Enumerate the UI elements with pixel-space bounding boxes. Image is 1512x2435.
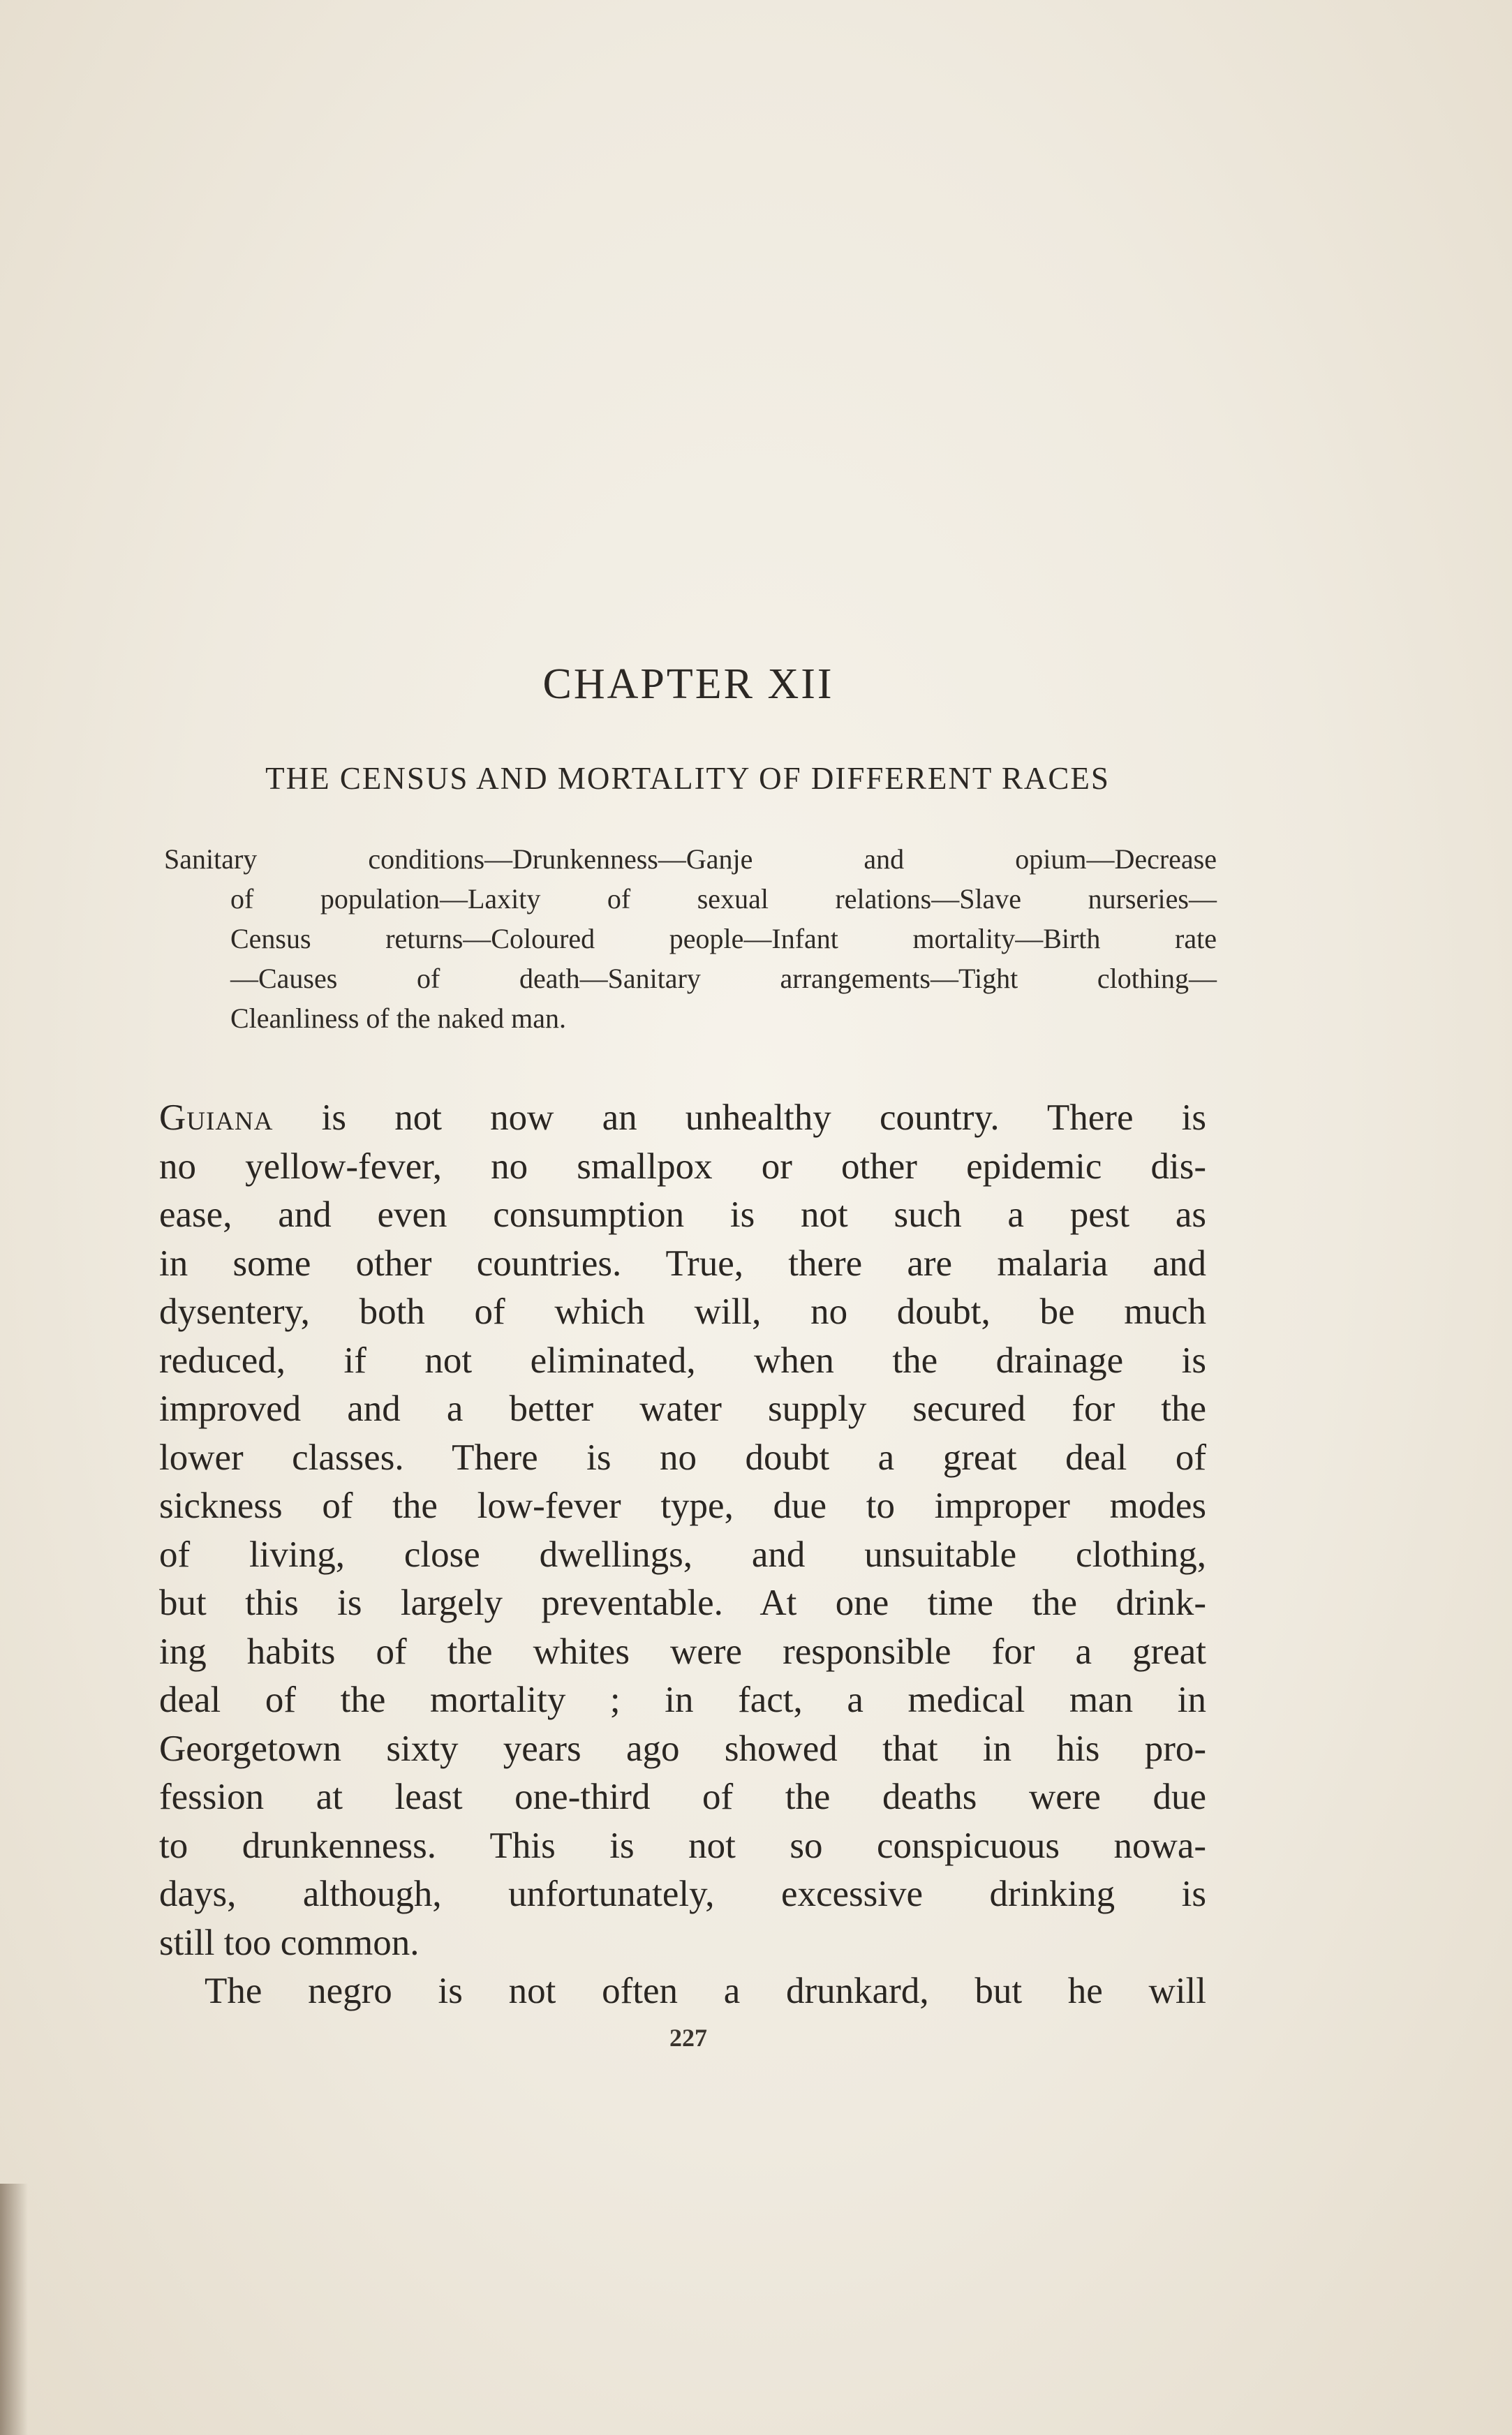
chapter-subtitle: THE CENSUS AND MORTALITY OF DIFFERENT RACES bbox=[265, 761, 1110, 796]
body-line: sickness of the low-fever type, due to improper modes bbox=[159, 1486, 1206, 1526]
body-line: of living, close dwellings, and unsuitable clothing, bbox=[159, 1534, 1206, 1575]
body-line: dysentery, both of which will, no doubt, be much bbox=[159, 1291, 1206, 1332]
body-line: ease, and even consumption is not such a pest as bbox=[159, 1194, 1206, 1235]
body-line: improved and a better water supply secured for the bbox=[159, 1389, 1206, 1429]
page-edge-shadow bbox=[0, 2184, 28, 2435]
body-line: in some other countries. True, there are malaria and bbox=[159, 1243, 1206, 1284]
body-text bbox=[159, 1094, 1206, 2016]
body-line: still too common. bbox=[159, 1922, 420, 1963]
page-number: 227 bbox=[669, 2024, 707, 2052]
body-line: but this is largely preventable. At one time the drink- bbox=[159, 1583, 1206, 1623]
synopsis-line: —Causes of death—Sanitary arrangements—Tight clothing— bbox=[230, 963, 1217, 994]
body-line: to drunkenness. This is not so conspicuous nowa- bbox=[159, 1825, 1206, 1866]
synopsis-line: Census returns—Coloured people—Infant mortality—Birth rate bbox=[230, 923, 1217, 954]
synopsis-line: Cleanliness of the naked man. bbox=[230, 1002, 566, 1034]
opening-word: Guiana bbox=[159, 1097, 274, 1138]
body-line: fession at least one-third of the deaths were due bbox=[159, 1777, 1206, 1817]
body-line-text: is not now an unhealthy country. There is bbox=[273, 1097, 1206, 1138]
body-line bbox=[159, 1094, 1206, 1143]
body-line: no yellow-fever, no smallpox or other epidemic dis- bbox=[159, 1146, 1206, 1187]
body-line: ing habits of the whites were responsible for a great bbox=[159, 1631, 1206, 1672]
synopsis-line: Sanitary conditions—Drunkenness—Ganje and opium—Decrease bbox=[164, 843, 1217, 875]
body-line: Georgetown sixty years ago showed that in his pro- bbox=[159, 1728, 1206, 1769]
body-line: days, although, unfortunately, excessive drinking is bbox=[159, 1874, 1206, 1914]
chapter-heading: CHAPTER XII bbox=[542, 660, 834, 708]
body-line: lower classes. There is no doubt a great deal of bbox=[159, 1437, 1206, 1478]
synopsis-line: of population—Laxity of sexual relations—Slave nurseries— bbox=[230, 883, 1217, 915]
body-line: The negro is not often a drunkard, but he will bbox=[205, 1971, 1206, 2011]
body-line: reduced, if not eliminated, when the drainage is bbox=[159, 1340, 1206, 1381]
body-line: deal of the mortality ; in fact, a medical man in bbox=[159, 1680, 1206, 1720]
chapter-synopsis bbox=[164, 839, 1217, 1038]
